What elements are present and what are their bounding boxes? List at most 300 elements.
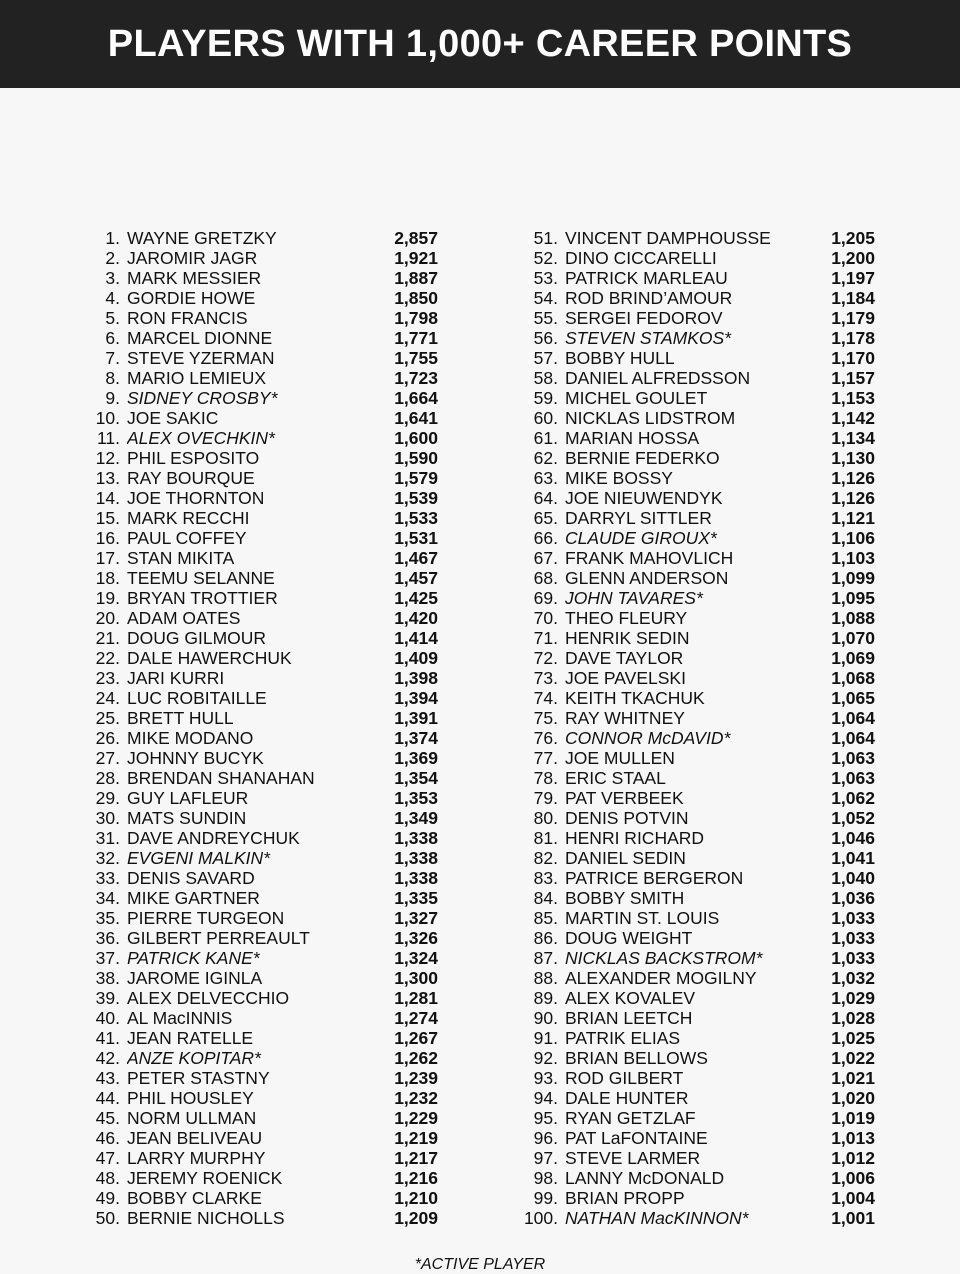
player-points: 1,068: [831, 668, 875, 688]
player-rank: 85.: [533, 908, 558, 928]
player-name: ADAM OATES: [127, 608, 241, 628]
player-row: [80, 348, 438, 368]
player-name: MIKE GARTNER: [127, 888, 260, 908]
player-row: [518, 808, 875, 828]
player-name: JOE SAKIC: [127, 408, 219, 428]
player-row: [518, 348, 875, 368]
player-points: 1,022: [831, 1048, 875, 1068]
player-rank: 14.: [95, 488, 120, 508]
player-rank: 47.: [95, 1148, 120, 1168]
player-rank: 23.: [95, 668, 120, 688]
player-points: 1,205: [831, 228, 875, 248]
player-row: [80, 288, 438, 308]
player-rank: 56.: [533, 328, 558, 348]
player-name: PATRIK ELIAS: [565, 1028, 681, 1048]
player-name: MATS SUNDIN: [127, 808, 247, 828]
player-row: [518, 448, 875, 468]
player-points: 1,219: [394, 1128, 438, 1148]
players-column-right: [518, 228, 875, 1228]
player-row: [518, 1048, 875, 1068]
player-rank: 15.: [95, 508, 120, 528]
player-rank: 36.: [95, 928, 120, 948]
player-row: [518, 768, 875, 788]
player-points: 1,600: [394, 428, 438, 448]
player-name: JAROMIR JAGR: [127, 248, 258, 268]
player-rank: 32.: [95, 848, 120, 868]
player-name: MARK MESSIER: [127, 268, 262, 288]
player-rank: 100.: [523, 1208, 558, 1228]
player-rank: 39.: [95, 988, 120, 1008]
player-row: [80, 1068, 438, 1088]
player-rank: 37.: [95, 948, 120, 968]
player-name: DAVE TAYLOR: [565, 648, 684, 668]
player-rank: 17.: [95, 548, 120, 568]
player-row: [518, 288, 875, 308]
player-row: [518, 1168, 875, 1188]
player-name: JEREMY ROENICK: [127, 1168, 283, 1188]
player-points: 1,033: [831, 948, 875, 968]
player-row: [80, 468, 438, 488]
player-points: 1,062: [831, 788, 875, 808]
player-points: 1,394: [394, 688, 438, 708]
player-row: [518, 708, 875, 728]
player-rank: 43.: [95, 1068, 120, 1088]
player-row: [80, 1048, 438, 1068]
player-row: [518, 968, 875, 988]
player-points: 1,210: [394, 1188, 438, 1208]
player-rank: 18.: [95, 568, 120, 588]
player-rank: 22.: [95, 648, 120, 668]
player-row: [518, 488, 875, 508]
player-name: BOBBY SMITH: [565, 888, 685, 908]
player-rank: 99.: [533, 1188, 558, 1208]
player-name: SERGEI FEDOROV: [565, 308, 723, 328]
player-row: [80, 1028, 438, 1048]
player-row: [80, 248, 438, 268]
player-rank: 51.: [533, 228, 558, 248]
player-row: [518, 468, 875, 488]
player-points: 1,052: [831, 808, 875, 828]
player-rank: 73.: [533, 668, 558, 688]
player-rank: 62.: [533, 448, 558, 468]
player-points: 1,409: [394, 648, 438, 668]
player-name: ALEXANDER MOGILNY: [565, 968, 757, 988]
player-rank: 34.: [95, 888, 120, 908]
player-rank: 45.: [95, 1108, 120, 1128]
player-row: [518, 948, 875, 968]
header-bar: [0, 0, 960, 88]
player-row: [518, 1108, 875, 1128]
player-points: 1,281: [394, 988, 438, 1008]
player-points: 1,153: [831, 388, 875, 408]
player-points: 1,197: [831, 268, 875, 288]
player-name: PAT VERBEEK: [565, 788, 684, 808]
player-name: ANZE KOPITAR*: [127, 1048, 261, 1068]
player-rank: 71.: [533, 628, 558, 648]
player-points: 1,178: [831, 328, 875, 348]
player-points: 2,857: [394, 228, 438, 248]
player-rank: 87.: [533, 948, 558, 968]
player-name: PAT LaFONTAINE: [565, 1128, 708, 1148]
player-rank: 52.: [533, 248, 558, 268]
player-rank: 38.: [95, 968, 120, 988]
player-rank: 95.: [533, 1108, 558, 1128]
player-name: BRIAN PROPP: [565, 1188, 685, 1208]
player-name: DAVE ANDREYCHUK: [127, 828, 300, 848]
player-rank: 61.: [533, 428, 558, 448]
player-points: 1,019: [831, 1108, 875, 1128]
player-points: 1,590: [394, 448, 438, 468]
player-row: [80, 1008, 438, 1028]
player-rank: 78.: [533, 768, 558, 788]
player-row: [518, 1088, 875, 1108]
player-points: 1,157: [831, 368, 875, 388]
player-row: [80, 328, 438, 348]
player-row: [518, 568, 875, 588]
player-name: DANIEL ALFREDSSON: [565, 368, 751, 388]
player-rank: 74.: [533, 688, 558, 708]
player-points: 1,142: [831, 408, 875, 428]
player-row: [80, 1208, 438, 1228]
footnote: *ACTIVE PLAYER: [414, 1256, 546, 1273]
player-points: 1,130: [831, 448, 875, 468]
player-name: BRIAN BELLOWS: [565, 1048, 708, 1068]
player-row: [80, 268, 438, 288]
player-points: 1,338: [394, 828, 438, 848]
player-name: BERNIE NICHOLLS: [127, 1208, 285, 1228]
player-name: DENIS SAVARD: [127, 868, 255, 888]
player-row: [518, 1148, 875, 1168]
player-row: [80, 668, 438, 688]
player-name: JEAN BELIVEAU: [127, 1128, 263, 1148]
player-row: [80, 548, 438, 568]
player-points: 1,467: [394, 548, 438, 568]
player-name: ALEX OVECHKIN*: [127, 428, 275, 448]
player-name: MARIO LEMIEUX: [127, 368, 267, 388]
player-rank: 55.: [533, 308, 558, 328]
player-rank: 1.: [105, 228, 120, 248]
player-points: 1,921: [394, 248, 438, 268]
player-row: [518, 368, 875, 388]
player-rank: 35.: [95, 908, 120, 928]
player-row: [80, 588, 438, 608]
player-name: BERNIE FEDERKO: [565, 448, 720, 468]
player-name: GUY LAFLEUR: [127, 788, 249, 808]
player-name: JOE NIEUWENDYK: [565, 488, 723, 508]
player-points: 1,134: [831, 428, 875, 448]
player-rank: 64.: [533, 488, 558, 508]
player-name: MIKE MODANO: [127, 728, 254, 748]
player-row: [80, 1188, 438, 1208]
player-row: [518, 608, 875, 628]
player-points: 1,126: [831, 468, 875, 488]
player-name: JARI KURRI: [127, 668, 225, 688]
player-points: 1,217: [394, 1148, 438, 1168]
player-row: [518, 388, 875, 408]
player-name: MARIAN HOSSA: [565, 428, 700, 448]
player-rank: 58.: [533, 368, 558, 388]
player-name: ALEX DELVECCHIO: [127, 988, 290, 1008]
player-row: [518, 328, 875, 348]
player-rank: 29.: [95, 788, 120, 808]
player-rank: 79.: [533, 788, 558, 808]
player-row: [518, 628, 875, 648]
player-rank: 11.: [96, 428, 120, 448]
player-rank: 68.: [533, 568, 558, 588]
player-points: 1,723: [394, 368, 438, 388]
player-rank: 67.: [533, 548, 558, 568]
player-points: 1,029: [831, 988, 875, 1008]
player-row: [80, 928, 438, 948]
player-name: HENRIK SEDIN: [565, 628, 690, 648]
player-points: 1,539: [394, 488, 438, 508]
player-row: [80, 968, 438, 988]
player-rank: 12.: [95, 448, 120, 468]
player-row: [80, 648, 438, 668]
player-points: 1,798: [394, 308, 438, 328]
player-rank: 44.: [95, 1088, 120, 1108]
player-rank: 48.: [95, 1168, 120, 1188]
player-name: WAYNE GRETZKY: [127, 228, 277, 248]
player-rank: 66.: [533, 528, 558, 548]
player-name: STEVE LARMER: [565, 1148, 701, 1168]
player-name: BRETT HULL: [127, 708, 234, 728]
player-name: PATRICK KANE*: [127, 948, 260, 968]
player-row: [80, 528, 438, 548]
player-points: 1,398: [394, 668, 438, 688]
players-lists: [0, 88, 960, 1273]
player-row: [80, 1168, 438, 1188]
player-points: 1,032: [831, 968, 875, 988]
player-rank: 5.: [105, 308, 120, 328]
player-points: 1,006: [831, 1168, 875, 1188]
player-points: 1,033: [831, 928, 875, 948]
player-name: PHIL ESPOSITO: [127, 448, 260, 468]
player-rank: 9.: [105, 388, 120, 408]
player-name: PHIL HOUSLEY: [127, 1088, 254, 1108]
player-name: DOUG WEIGHT: [565, 928, 693, 948]
player-name: MARCEL DIONNE: [127, 328, 273, 348]
player-row: [518, 548, 875, 568]
player-points: 1,771: [394, 328, 438, 348]
player-row: [80, 988, 438, 1008]
player-row: [518, 748, 875, 768]
player-name: NATHAN MacKINNON*: [565, 1208, 749, 1228]
player-name: ROD BRIND’AMOUR: [565, 288, 733, 308]
player-name: BRENDAN SHANAHAN: [127, 768, 315, 788]
player-row: [80, 508, 438, 528]
player-rank: 94.: [533, 1088, 558, 1108]
player-name: DALE HAWERCHUK: [127, 648, 292, 668]
player-row: [518, 248, 875, 268]
player-row: [518, 428, 875, 448]
player-name: JOHN TAVARES*: [565, 588, 703, 608]
player-points: 1,579: [394, 468, 438, 488]
player-rank: 3.: [105, 268, 120, 288]
player-name: RYAN GETZLAF: [565, 1108, 696, 1128]
player-name: PAUL COFFEY: [127, 528, 247, 548]
player-row: [80, 228, 438, 248]
player-row: [80, 488, 438, 508]
player-rank: 26.: [95, 728, 120, 748]
page-title: PLAYERS WITH 1,000+ CAREER POINTS: [107, 22, 853, 65]
player-points: 1,338: [394, 848, 438, 868]
player-rank: 76.: [533, 728, 558, 748]
player-row: [80, 688, 438, 708]
player-name: MARTIN ST. LOUIS: [565, 908, 720, 928]
player-points: 1,033: [831, 908, 875, 928]
player-name: MIKE BOSSY: [565, 468, 673, 488]
player-points: 1,262: [394, 1048, 438, 1068]
player-name: ALEX KOVALEV: [565, 988, 696, 1008]
player-name: JOE MULLEN: [565, 748, 675, 768]
player-rank: 54.: [533, 288, 558, 308]
player-name: DARRYL SITTLER: [565, 508, 712, 528]
player-points: 1,391: [394, 708, 438, 728]
player-name: TEEMU SELANNE: [127, 568, 275, 588]
player-name: DINO CICCARELLI: [565, 248, 717, 268]
player-rank: 84.: [533, 888, 558, 908]
player-row: [80, 948, 438, 968]
player-row: [518, 1028, 875, 1048]
player-points: 1,121: [831, 508, 875, 528]
player-points: 1,012: [831, 1148, 875, 1168]
player-name: HENRI RICHARD: [565, 828, 705, 848]
player-name: STEVE YZERMAN: [127, 348, 275, 368]
player-name: BRYAN TROTTIER: [127, 588, 278, 608]
player-row: [518, 308, 875, 328]
player-row: [518, 588, 875, 608]
player-points: 1,300: [394, 968, 438, 988]
player-points: 1,326: [394, 928, 438, 948]
player-name: BOBBY HULL: [565, 348, 675, 368]
player-rank: 24.: [95, 688, 120, 708]
player-rank: 41.: [95, 1028, 120, 1048]
player-points: 1,070: [831, 628, 875, 648]
player-points: 1,755: [394, 348, 438, 368]
player-name: JOE PAVELSKI: [565, 668, 686, 688]
player-rank: 65.: [533, 508, 558, 528]
player-name: PETER STASTNY: [127, 1068, 270, 1088]
player-row: [80, 868, 438, 888]
player-points: 1,025: [831, 1028, 875, 1048]
player-row: [518, 648, 875, 668]
player-rank: 16.: [95, 528, 120, 548]
player-row: [80, 428, 438, 448]
player-rank: 30.: [95, 808, 120, 828]
player-rank: 6.: [105, 328, 120, 348]
player-rank: 60.: [533, 408, 558, 428]
player-rank: 59.: [533, 388, 558, 408]
player-row: [80, 1128, 438, 1148]
player-points: 1,041: [831, 848, 875, 868]
player-row: [518, 688, 875, 708]
player-name: DALE HUNTER: [565, 1088, 689, 1108]
player-rank: 93.: [533, 1068, 558, 1088]
player-row: [80, 788, 438, 808]
player-row: [80, 1148, 438, 1168]
player-rank: 10.: [95, 408, 120, 428]
player-points: 1,126: [831, 488, 875, 508]
player-row: [80, 768, 438, 788]
player-rank: 53.: [533, 268, 558, 288]
player-row: [80, 748, 438, 768]
player-points: 1,531: [394, 528, 438, 548]
player-name: JEAN RATELLE: [127, 1028, 254, 1048]
player-name: MARK RECCHI: [127, 508, 250, 528]
player-points: 1,353: [394, 788, 438, 808]
player-points: 1,064: [831, 728, 875, 748]
player-rank: 46.: [95, 1128, 120, 1148]
player-row: [80, 908, 438, 928]
player-name: BRIAN LEETCH: [565, 1008, 693, 1028]
player-row: [80, 728, 438, 748]
player-points: 1,063: [831, 748, 875, 768]
player-row: [80, 408, 438, 428]
player-rank: 86.: [533, 928, 558, 948]
player-points: 1,095: [831, 588, 875, 608]
player-rank: 82.: [533, 848, 558, 868]
player-name: PATRICK MARLEAU: [565, 268, 728, 288]
player-name: STAN MIKITA: [127, 548, 235, 568]
player-row: [518, 888, 875, 908]
player-row: [80, 388, 438, 408]
player-points: 1,641: [394, 408, 438, 428]
player-points: 1,200: [831, 248, 875, 268]
player-rank: 69.: [533, 588, 558, 608]
player-name: GLENN ANDERSON: [565, 568, 729, 588]
player-points: 1,184: [831, 288, 875, 308]
player-row: [518, 1068, 875, 1088]
player-rank: 19.: [95, 588, 120, 608]
player-name: NORM ULLMAN: [127, 1108, 257, 1128]
player-rank: 20.: [95, 608, 120, 628]
player-rank: 63.: [533, 468, 558, 488]
player-row: [80, 888, 438, 908]
player-points: 1,425: [394, 588, 438, 608]
player-row: [518, 988, 875, 1008]
player-points: 1,354: [394, 768, 438, 788]
player-points: 1,664: [394, 388, 438, 408]
player-rank: 80.: [533, 808, 558, 828]
player-points: 1,327: [394, 908, 438, 928]
player-name: ERIC STAAL: [565, 768, 666, 788]
player-points: 1,179: [831, 308, 875, 328]
player-name: CLAUDE GIROUX*: [565, 528, 717, 548]
player-row: [80, 1108, 438, 1128]
player-points: 1,324: [394, 948, 438, 968]
player-row: [518, 788, 875, 808]
player-rank: 83.: [533, 868, 558, 888]
player-name: NICKLAS BACKSTROM*: [565, 948, 763, 968]
player-rank: 33.: [95, 868, 120, 888]
player-rank: 25.: [95, 708, 120, 728]
player-points: 1,103: [831, 548, 875, 568]
player-points: 1,001: [831, 1208, 875, 1228]
player-row: [518, 268, 875, 288]
player-name: CONNOR McDAVID*: [565, 728, 731, 748]
player-name: THEO FLEURY: [565, 608, 688, 628]
player-name: DENIS POTVIN: [565, 808, 689, 828]
player-row: [80, 608, 438, 628]
player-name: RAY WHITNEY: [565, 708, 685, 728]
player-row: [80, 628, 438, 648]
player-name: PIERRE TURGEON: [127, 908, 285, 928]
player-points: 1,239: [394, 1068, 438, 1088]
player-name: JOE THORNTON: [127, 488, 265, 508]
player-rank: 7.: [105, 348, 120, 368]
player-row: [518, 868, 875, 888]
